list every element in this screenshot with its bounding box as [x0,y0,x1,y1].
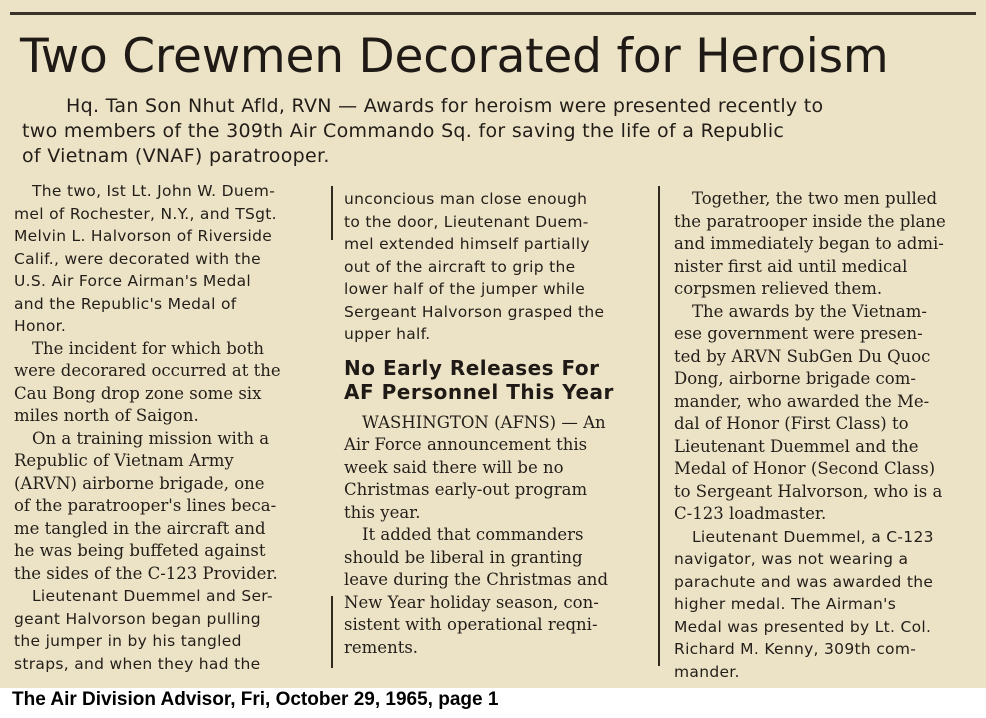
text-line: the sides of the C-123 Provider. [14,563,278,583]
text-line: Melvin L. Halvorson of Riverside [14,227,273,245]
paragraph [344,188,652,346]
text-line: (ARVN) airborne brigade, one [14,473,265,493]
text-line: mander. [674,662,740,681]
text-line: WASHINGTON (AFNS) — An [362,412,606,432]
paragraph [14,428,324,586]
text-line: higher medal. The Airman's [674,595,897,613]
paragraph [674,526,980,684]
text-line: Air Force announcement this [344,435,588,454]
text-line: Richard M. Kenny, 309th com- [674,640,917,658]
deck-line: two members of the 309th Air Commando Sq. for saving the life of a Republic [22,120,785,142]
text-line: The incident for which both [32,338,264,358]
text-line: Sergeant Halvorson grasped the [344,302,605,321]
text-line: should be liberal in granting [344,547,583,567]
paragraph [344,412,652,525]
column-rule [658,186,660,666]
article-column-2 [344,188,652,659]
deck-intro [22,94,977,169]
column-rule [331,186,333,240]
paragraph [674,301,980,526]
text-line: nister first aid until medical [674,256,908,276]
article-column-3 [674,188,980,683]
headline: Two Crewmen Decorated for Heroism [20,29,889,84]
text-line: leave during the Christmas and [344,570,608,589]
text-line: Medal of Honor (Second Class) [674,459,936,478]
source-caption: The Air Division Advisor, Fri, October 29, 1965, page 1 [12,689,499,710]
text-line: ted by ARVN SubGen Du Quoc [674,346,931,366]
text-line: of the paratrooper's lines beca- [14,496,277,515]
text-line: dal of Honor (First Class) to [674,414,909,433]
text-line: U.S. Air Force Airman's Medal [14,272,251,290]
text-line: New Year holiday season, con- [344,592,599,612]
paragraph [344,524,652,659]
text-line: navigator, was not wearing a [674,550,909,568]
text-line: geant Halvorson began pulling [14,609,261,628]
text-line: The two, Ist Lt. John W. Duem- [32,182,276,200]
article-column-1 [14,180,324,675]
paragraph [14,338,324,428]
text-line: Calif., were decorated with the [14,249,261,268]
text-line: The awards by the Vietnam- [692,301,927,321]
subheadline [344,356,652,404]
text-line: ese government were presen- [674,324,923,343]
text-line: Medal was presented by Lt. Col. [674,617,932,636]
text-line: to the door, Lieutenant Duem- [344,212,589,231]
text-line: mander, who awarded the Me- [674,391,930,411]
text-line: unconcious man close enough [344,190,588,208]
text-line: and immediately began to admi- [674,234,944,253]
text-line: the jumper in by his tangled [14,632,242,650]
text-line: Dong, airborne brigade com- [674,369,916,388]
paragraph [14,585,324,675]
text-line: week said there will be no [344,457,564,477]
text-line: C-123 loadmaster. [674,504,827,523]
paragraph [674,188,980,301]
text-line: were decorared occurred at the [14,361,281,380]
text-line: Honor. [14,317,67,335]
paragraph [14,180,324,338]
deck-line: Hq. Tan Son Nhut Afld, RVN — Awards for heroism were presented recently to [66,95,824,117]
text-line: the paratrooper inside the plane [674,211,946,231]
text-line: to Sergeant Halvorson, who is a [674,481,943,501]
text-line: Republic of Vietnam Army [14,451,234,470]
text-line: this year. [344,502,421,522]
text-line: Lieutenant Duemmel and the [674,436,919,456]
text-line: straps, and when they had the [14,654,261,673]
text-line: On a training mission with a [32,428,270,448]
text-line: Lieutenant Duemmel, a C-123 [692,527,934,546]
text-line: Lieutenant Duemmel and Ser- [32,587,273,605]
text-line: Cau Bong drop zone some six [14,383,262,403]
text-line: upper half. [344,325,431,343]
text-line: mel of Rochester, N.Y., and TSgt. [14,204,277,223]
subheadline-line: No Early Releases For [344,355,600,380]
column-rule [331,596,333,668]
text-line: parachute and was awarded the [674,572,934,591]
text-line: corpsmen relieved them. [674,279,883,298]
text-line: out of the aircraft to grip the [344,257,576,276]
text-line: mel extended himself partially [344,235,590,253]
text-line: and the Republic's Medal of [14,294,237,313]
subheadline-line: AF Personnel This Year [344,379,614,404]
text-line: sistent with operational reqni- [344,615,598,634]
deck-line: of Vietnam (VNAF) paratrooper. [22,145,330,167]
text-line: Christmas early-out program [344,480,588,499]
text-line: he was being buffeted against [14,541,266,560]
text-line: Together, the two men pulled [692,189,938,208]
text-line: lower half of the jumper while [344,280,586,298]
text-line: miles north of Saigon. [14,406,199,425]
text-line: It added that commanders [362,525,584,544]
text-line: me tangled in the aircraft and [14,518,266,538]
text-line: rements. [344,637,419,657]
top-rule [10,12,976,15]
